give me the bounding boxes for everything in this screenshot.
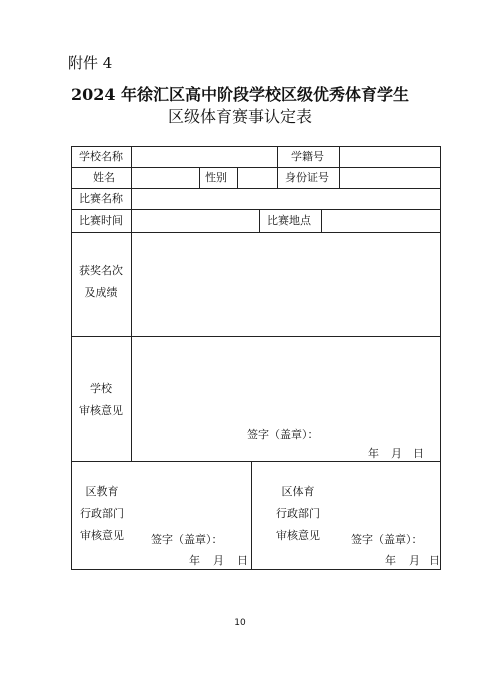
table-border-bottom [71,569,441,570]
school-date-year: 年 [368,447,379,460]
school-date-day: 日 [413,447,424,460]
row-divider [71,167,441,168]
competition-name-label: 比赛名称 [79,192,123,205]
sports-date-day: 日 [429,554,440,567]
document-title: 2024 年徐汇区高中阶段学校区级优秀体育学生 [70,85,410,104]
district-education-review-line3: 审核意见 [80,529,124,542]
award-result-label-line2: 及成绩 [84,286,118,299]
competition-time-label: 比赛时间 [79,214,123,227]
district-sports-review-line2: 行政部门 [276,507,320,520]
row-divider [71,461,441,462]
school-date-month: 月 [391,447,402,460]
district-education-review-line2: 行政部门 [80,507,124,520]
name-label: 姓名 [93,171,115,184]
column-divider [277,167,278,188]
column-divider [277,146,278,167]
school-signature-label: 签字（盖章）： [247,428,319,441]
page-number: 10 [234,618,246,628]
document-subtitle: 区级体育赛事认定表 [167,107,312,126]
sports-date-year: 年 [385,554,396,567]
student-id-label: 学籍号 [291,150,324,163]
column-divider [199,167,200,188]
district-sports-review-line1: 区体育 [281,485,315,498]
district-sports-review-label [267,481,329,547]
education-date-day: 日 [237,554,248,567]
column-divider [339,167,340,188]
certification-form-table [71,146,441,570]
column-divider [259,209,260,232]
school-name-label: 学校名称 [79,150,123,163]
table-border-right [440,146,441,570]
education-date-month: 月 [213,554,224,567]
district-sports-review-line3: 审核意见 [276,529,320,542]
school-review-label-line2: 审核意见 [79,404,123,417]
column-divider [131,146,132,461]
sports-signature-label: 签字（盖章）： [351,533,423,546]
award-result-label-line1: 获奖名次 [79,264,123,277]
award-result-label [71,260,131,304]
column-divider [321,209,322,232]
education-signature-label: 签字（盖章）： [151,533,223,546]
district-education-review-line1: 区教育 [85,485,119,498]
row-divider [71,188,441,189]
education-date-year: 年 [189,554,200,567]
column-divider [237,167,238,188]
row-divider [71,336,441,337]
id-number-label: 身份证号 [285,171,329,184]
attachment-label: 附件 4 [68,54,113,72]
row-divider [71,209,441,210]
competition-venue-label: 比赛地点 [267,214,311,227]
column-divider [251,461,252,569]
school-review-label [71,378,131,422]
school-review-label-line1: 学校 [90,382,112,395]
table-border-top [71,146,441,147]
gender-label: 性别 [205,171,227,184]
row-divider [71,232,441,233]
column-divider [339,146,340,167]
district-education-review-label [71,481,133,547]
sports-date-month: 月 [409,554,420,567]
